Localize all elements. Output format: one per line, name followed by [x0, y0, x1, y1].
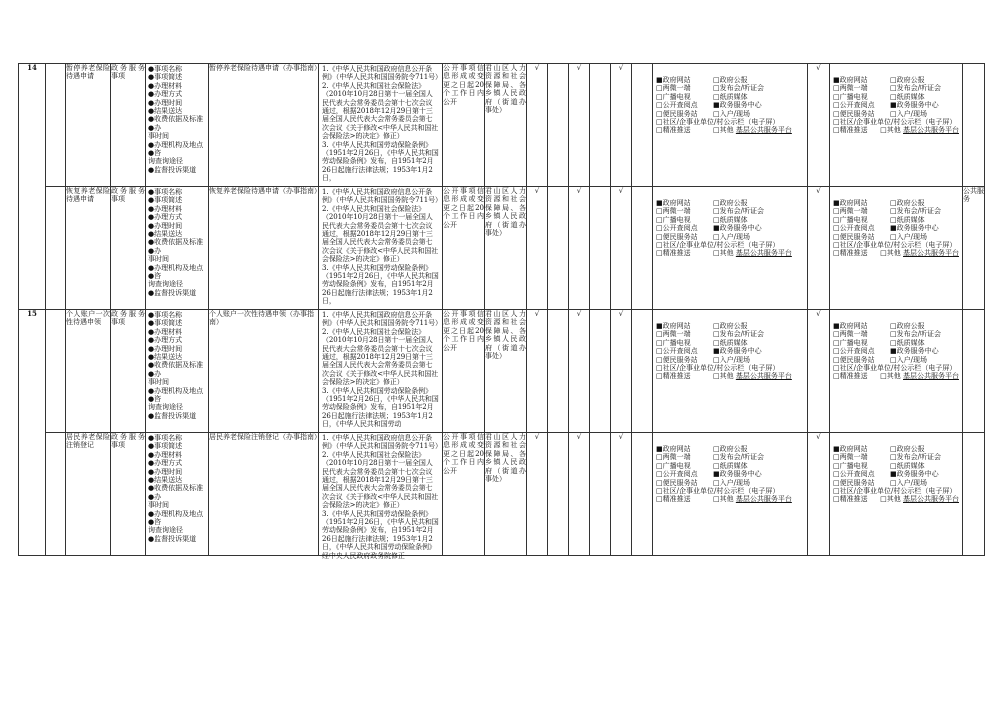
legal-basis-item: 3.《中华人民共和国劳动保险条例》（1951年2月26日，《中华人民共和国劳动保险条例》发布，自1951年2月26日起施行法律法规；1953年1月2日， [322, 140, 439, 183]
channel-option: □广播电视 [833, 461, 868, 470]
channel-list-cell [830, 310, 963, 433]
channel-option: □政府公报 [713, 322, 748, 330]
legal-basis-cell [319, 433, 443, 560]
legal-basis-item: 1.《中华人民共和国政府信息公开条例》（中华人民共和国国务院令711号） [322, 65, 442, 82]
disclosure-subject: 个人账户一次性待遇申领（办事指南） [209, 310, 319, 433]
blank-cell [632, 433, 653, 556]
item-category: 政务服务事项 [111, 187, 146, 310]
channel-option: □精准推送 [656, 249, 691, 258]
blank-cell [632, 187, 653, 310]
channel-other-link: 基层公共服务平台 [903, 495, 959, 504]
disclosure-agency: 君山区人力资源和社会保障局、各乡镇人民政府（街道办事处） [485, 310, 527, 433]
disclosure-agency: 君山区人力资源和社会保障局、各乡镇人民政府（街道办事处） [485, 187, 527, 310]
check-mark: √ [611, 433, 632, 556]
channel-option: □两微一端 [833, 330, 868, 339]
channel-option: □公开查阅点 [656, 101, 698, 110]
blank-cell [590, 187, 611, 310]
channel-option: ■政务服务中心 [713, 224, 762, 233]
channel-option: □发布会/听证会 [890, 330, 941, 339]
channel-option: □便民服务站 [833, 109, 875, 118]
item-name: 恢复养老保险待遇申请 [66, 187, 111, 310]
legal-basis-cell [319, 310, 443, 433]
legal-basis-item: 3.《中华人民共和国劳动保险条例》（1951年2月26日，《中华人民共和国劳动保险条例》发布，自1951年2月26日起施行法律法规；1953年1月2日，《中华人民共和国劳动 [322, 386, 439, 429]
content-item: 询查询途径 [148, 526, 183, 535]
content-item: ●收费依据及标准 ●办 [148, 361, 232, 378]
channel-option: □入户/现场 [890, 355, 927, 364]
channel-option: □发布会/听证会 [890, 207, 941, 216]
channel-option: □其他 [713, 372, 734, 381]
content-items-cell [146, 433, 232, 556]
channel-option: □两微一端 [833, 84, 868, 93]
channel-option: □两微一端 [833, 207, 868, 216]
channel-option: ■政务服务中心 [890, 470, 939, 479]
legal-basis-item: 1.《中华人民共和国政府信息公开条例》（中华人民共和国国务院令711号） [322, 188, 442, 205]
channel-option: □公开查阅点 [833, 101, 875, 110]
channel-option: □社区/企事业单位/村公示栏（电子屏） [656, 118, 780, 127]
channel-option: □精准推送 [833, 495, 868, 504]
channel-list-cell [653, 64, 808, 187]
channel-option: □其他 [880, 126, 901, 135]
channel-list-cell [653, 187, 808, 310]
blank-cell [548, 433, 569, 556]
channel-other-link: 基层公共服务平台 [735, 126, 792, 135]
check-mark: √ [527, 310, 548, 433]
check-mark: √ [569, 64, 590, 187]
table-row [19, 310, 985, 433]
channel-option: ■政务服务中心 [890, 224, 939, 233]
channel-option: □纸质媒体 [713, 338, 748, 347]
content-item: ●事项名称 [148, 434, 183, 442]
channel-option: □纸质媒体 [890, 338, 925, 347]
blank-cell [632, 64, 653, 187]
channel-option: □便民服务站 [656, 478, 698, 487]
channel-option: ■政府网站 [656, 199, 691, 207]
channel-option: □其他 [880, 249, 901, 258]
disclosure-subject: 暂停养老保险待遇申请（办事指南） [209, 64, 319, 187]
channel-option: □纸质媒体 [890, 215, 925, 224]
legal-basis-item: 1.《中华人民共和国政府信息公开条例》（中华人民共和国国务院令711号） [322, 311, 442, 328]
channel-option: □政府公报 [713, 76, 748, 84]
time-limit: 公开事项信息形成或变更之日起20个工作日内公开 [443, 64, 485, 187]
channel-option: □两微一端 [656, 330, 691, 339]
channel-option: ■政务服务中心 [713, 101, 762, 110]
legal-basis-cell [319, 64, 443, 187]
blank-cell [963, 310, 985, 433]
item-number: 14 [19, 64, 46, 310]
content-item: 事时间 [148, 255, 169, 264]
channel-option: □两微一端 [656, 453, 691, 462]
content-item: ●监督投诉渠道 [148, 411, 197, 420]
channel-option: □社区/企事业单位/村公示栏（电子屏） [833, 487, 957, 496]
channel-list-cell [830, 187, 963, 310]
channel-option: □便民服务站 [656, 232, 698, 241]
channel-option: ■政府网站 [833, 322, 868, 330]
channel-option: □公开查阅点 [656, 224, 698, 233]
check-mark: √ [569, 187, 590, 310]
time-limit: 公开事项信息形成或变更之日起20个工作日内公开 [443, 433, 485, 556]
channel-option: ■政府网站 [833, 199, 868, 207]
time-limit: 公开事项信息形成或变更之日起20个工作日内公开 [443, 310, 485, 433]
content-item: ●办理材料 [148, 327, 183, 336]
channel-option: □广播电视 [833, 338, 868, 347]
disclosure-agency: 君山区人力资源和社会保障局、各乡镇人民政府（街道办事处） [485, 433, 527, 556]
channel-option: □社区/企事业单位/村公示栏（电子屏） [833, 118, 957, 127]
channel-option: □社区/企事业单位/村公示栏（电子屏） [833, 241, 957, 250]
content-item: ●办理方式 [148, 90, 183, 99]
check-mark: √ [808, 187, 830, 310]
check-mark: √ [611, 64, 632, 187]
channel-option: □精准推送 [833, 126, 868, 135]
channel-option: □广播电视 [656, 215, 691, 224]
channel-option: ■政府网站 [833, 445, 868, 453]
channel-list-cell [653, 433, 808, 556]
channel-option: □发布会/听证会 [713, 84, 764, 93]
blank-cell [963, 64, 985, 187]
channel-option: ■政务服务中心 [890, 347, 939, 356]
disclosure-agency: 君山区人力资源和社会保障局、各乡镇人民政府（街道办事处） [485, 64, 527, 187]
channel-other-link: 基层公共服务平台 [735, 372, 792, 381]
channel-option: □便民服务站 [656, 109, 698, 118]
legal-basis-item: 1.《中华人民共和国政府信息公开条例》（中华人民共和国国务院令711号） [322, 434, 442, 451]
content-items-cell [146, 310, 232, 433]
channel-other-link: 基层公共服务平台 [735, 495, 792, 504]
channel-option: □精准推送 [656, 126, 691, 135]
channel-option: □纸质媒体 [890, 92, 925, 101]
item-name: 个人账户一次性待遇申领 [66, 310, 111, 433]
channel-option: □发布会/听证会 [890, 84, 941, 93]
channel-option: □入户/现场 [890, 232, 927, 241]
channel-list-cell [830, 433, 963, 556]
disclosure-subject: 恢复养老保险待遇申请（办事指南） [209, 187, 319, 310]
content-items-cell [146, 64, 232, 187]
content-item: ●办理机构及地点 ●咨 [148, 263, 232, 281]
channel-option: □政府公报 [890, 76, 925, 84]
check-mark: √ [569, 433, 590, 556]
table-row [19, 187, 985, 310]
channel-option: ■政府网站 [656, 445, 691, 453]
channel-list-cell [830, 64, 963, 187]
channel-option: □便民服务站 [656, 355, 698, 364]
table-row [19, 64, 985, 187]
channel-other-link: 基层公共服务平台 [735, 249, 792, 258]
channel-option: □精准推送 [833, 372, 868, 381]
channel-option: ■政务服务中心 [713, 347, 762, 356]
content-item: ●事项简述 [148, 196, 183, 205]
content-item: ●监督投诉渠道 [148, 288, 197, 297]
legal-basis-item: 2.《中华人民共和国社会保险法》（2010年10月28日第十一届全国人民代表大会常务委员会第十七次会议通过，根据2018年12月29日第十三届全国人民代表大会常务委员会第七次会议《关于修改<中华人民共和国社会保险法>的决定》修正） [322, 81, 439, 141]
channel-list-cell [653, 310, 808, 433]
channel-option: □广播电视 [656, 338, 691, 347]
channel-option: □两微一端 [656, 207, 691, 216]
content-item: ●监督投诉渠道 [148, 165, 197, 174]
content-item: ●事项名称 [148, 188, 183, 196]
channel-option: □公开查阅点 [833, 470, 875, 479]
blank-cell [46, 433, 66, 556]
content-item: ●办理时间 [148, 98, 183, 107]
channel-option: □发布会/听证会 [713, 207, 764, 216]
legal-basis-item: 3.《中华人民共和国劳动保险条例》（1951年2月26日，《中华人民共和国劳动保险条例》发布，自1951年2月26日起施行法律法规；1953年1月2日， [322, 263, 439, 306]
blank-cell [548, 310, 569, 433]
channel-option: □其他 [880, 372, 901, 381]
channel-option: □入户/现场 [890, 109, 927, 118]
content-item: ●办理方式 [148, 459, 183, 468]
channel-option: □入户/现场 [713, 478, 750, 487]
channel-option: □纸质媒体 [713, 92, 748, 101]
blank-cell [590, 64, 611, 187]
channel-option: □入户/现场 [890, 478, 927, 487]
item-name: 暂停养老保险待遇申请 [66, 64, 111, 187]
content-item: 询查询途径 [148, 157, 183, 166]
content-item: ●结果送达 [148, 476, 183, 485]
content-item: ●办理材料 [148, 450, 183, 459]
legal-basis-cell [319, 187, 443, 310]
content-item: ●办理时间 [148, 467, 183, 476]
content-items-cell [146, 187, 232, 310]
content-item: ●收费依据及标准 ●办 [148, 115, 232, 132]
channel-option: □公开查阅点 [656, 470, 698, 479]
channel-option: ■政府网站 [656, 76, 691, 84]
channel-option: ■政府网站 [656, 322, 691, 330]
blank-cell [46, 64, 66, 187]
channel-option: □发布会/听证会 [713, 330, 764, 339]
channel-option: □纸质媒体 [890, 461, 925, 470]
blank-cell [590, 310, 611, 433]
content-item: 事时间 [148, 501, 169, 510]
content-item: ●事项名称 [148, 311, 183, 319]
channel-option: □精准推送 [833, 249, 868, 258]
channel-option: □社区/企事业单位/村公示栏（电子屏） [833, 364, 957, 373]
content-item: ●办理机构及地点 ●咨 [148, 509, 232, 527]
channel-option: □精准推送 [656, 495, 691, 504]
channel-option: □其他 [713, 126, 734, 135]
content-item: ●事项简述 [148, 442, 183, 451]
blank-cell [590, 433, 611, 556]
time-limit: 公开事项信息形成或变更之日起20个工作日内公开 [443, 187, 485, 310]
channel-option: □政府公报 [713, 445, 748, 453]
blank-cell [46, 310, 66, 433]
content-item: 询查询途径 [148, 280, 183, 289]
check-mark: √ [611, 310, 632, 433]
channel-option: □便民服务站 [833, 355, 875, 364]
content-item: ●结果送达 [148, 230, 183, 239]
table-row [19, 433, 985, 556]
channel-option: □社区/企事业单位/村公示栏（电子屏） [656, 364, 780, 373]
channel-option: □两微一端 [833, 453, 868, 462]
item-category: 政务服务事项 [111, 310, 146, 433]
content-item: ●办理方式 [148, 336, 183, 345]
content-item: ●办理时间 [148, 221, 183, 230]
disclosure-table [18, 63, 985, 560]
check-mark: √ [527, 187, 548, 310]
content-item: ●收费依据及标准 ●办 [148, 238, 232, 255]
channel-option: □公开查阅点 [833, 347, 875, 356]
channel-option: □其他 [880, 495, 901, 504]
legal-basis-item: 2.《中华人民共和国社会保险法》（2010年10月28日第十一届全国人民代表大会常务委员会第十七次会议通过，根据2018年12月29日第十三届全国人民代表大会常务委员会第七次会议《关于修改<中华人民共和国社会保险法>的决定》修正） [322, 204, 439, 264]
item-name: 居民养老保险注销登记 [66, 433, 111, 556]
channel-option: □入户/现场 [713, 232, 750, 241]
channel-option: □两微一端 [656, 84, 691, 93]
content-item: ●结果送达 [148, 107, 183, 116]
channel-option: □其他 [713, 495, 734, 504]
channel-option: □纸质媒体 [713, 461, 748, 470]
check-mark: √ [808, 433, 830, 556]
channel-option: ■政府网站 [833, 76, 868, 84]
content-item: ●办理方式 [148, 213, 183, 222]
blank-cell [548, 64, 569, 187]
channel-option: □便民服务站 [833, 478, 875, 487]
content-item: ●办理材料 [148, 81, 183, 90]
check-mark: √ [569, 310, 590, 433]
channel-option: □政府公报 [713, 199, 748, 207]
check-mark: √ [808, 64, 830, 187]
content-item: ●办理机构及地点 ●咨 [148, 140, 232, 158]
legal-basis-item: 3.《中华人民共和国劳动保险条例》（1951年2月26日，《中华人民共和国劳动保险条例》发布，自1951年2月26日起施行法律法规；1953年1月2日，《中华人民共和国劳动保险条例》经中央人民政府政务院修正 [322, 509, 439, 560]
check-mark: √ [527, 64, 548, 187]
channel-option: □入户/现场 [713, 109, 750, 118]
channel-option: □广播电视 [833, 92, 868, 101]
channel-option: □入户/现场 [713, 355, 750, 364]
channel-option: □便民服务站 [833, 232, 875, 241]
channel-option: □政府公报 [890, 199, 925, 207]
channel-other-link: 基层公共服务平台 [903, 126, 959, 135]
item-category: 政务服务事项 [111, 433, 146, 556]
channel-option: □发布会/听证会 [890, 453, 941, 462]
channel-option: □其他 [713, 249, 734, 258]
item-category: 政务服务事项 [111, 64, 146, 187]
legal-basis-item: 2.《中华人民共和国社会保险法》（2010年10月28日第十一届全国人民代表大会常务委员会第十七次会议通过，根据2018年12月29日第十三届全国人民代表大会常务委员会第七次会议《关于修改<中华人民共和国社会保险法>的决定》修正） [322, 327, 439, 387]
blank-cell [548, 187, 569, 310]
channel-option: □政府公报 [890, 322, 925, 330]
content-item: ●办理时间 [148, 344, 183, 353]
content-item: 询查询途径 [148, 403, 183, 412]
content-item: ●事项名称 [148, 65, 183, 73]
channel-option: ■政务服务中心 [890, 101, 939, 110]
channel-option: ■政务服务中心 [713, 470, 762, 479]
channel-option: □发布会/听证会 [713, 453, 764, 462]
item-number: 15 [19, 310, 46, 556]
channel-option: □广播电视 [656, 92, 691, 101]
content-item: 事时间 [148, 132, 169, 141]
content-item: ●结果送达 [148, 353, 183, 362]
disclosure-subject: 居民养老保险注销登记（办事指南） [209, 433, 319, 556]
channel-option: □社区/企事业单位/村公示栏（电子屏） [656, 241, 780, 250]
blank-cell [46, 187, 66, 310]
channel-option: □公开查阅点 [833, 224, 875, 233]
content-item: ●办理材料 [148, 204, 183, 213]
channel-option: □公开查阅点 [656, 347, 698, 356]
blank-cell [632, 310, 653, 433]
content-item: 事时间 [148, 378, 169, 387]
check-mark: √ [527, 433, 548, 556]
channel-option: □社区/企事业单位/村公示栏（电子屏） [656, 487, 780, 496]
channel-other-link: 基层公共服务平台 [903, 372, 959, 381]
check-mark: √ [808, 310, 830, 433]
content-item: ●办理机构及地点 ●咨 [148, 386, 232, 404]
channel-option: □广播电视 [833, 215, 868, 224]
check-mark: √ [611, 187, 632, 310]
channel-other-link: 基层公共服务平台 [903, 249, 959, 258]
legal-basis-item: 2.《中华人民共和国社会保险法》（2010年10月28日第十一届全国人民代表大会常务委员会第十七次会议通过，根据2018年12月29日第十三届全国人民代表大会常务委员会第七次会议《关于修改<中华人民共和国社会保险法>的决定》修正） [322, 450, 439, 510]
channel-option: □政府公报 [890, 445, 925, 453]
blank-cell [963, 433, 985, 556]
content-item: ●收费依据及标准 ●办 [148, 484, 232, 501]
channel-option: □纸质媒体 [713, 215, 748, 224]
channel-option: □精准推送 [656, 372, 691, 381]
content-item: ●事项简述 [148, 73, 183, 82]
content-item: ●监督投诉渠道 [148, 534, 197, 543]
channel-option: □广播电视 [656, 461, 691, 470]
service-type: 公共服务 [963, 187, 985, 310]
content-item: ●事项简述 [148, 319, 183, 328]
